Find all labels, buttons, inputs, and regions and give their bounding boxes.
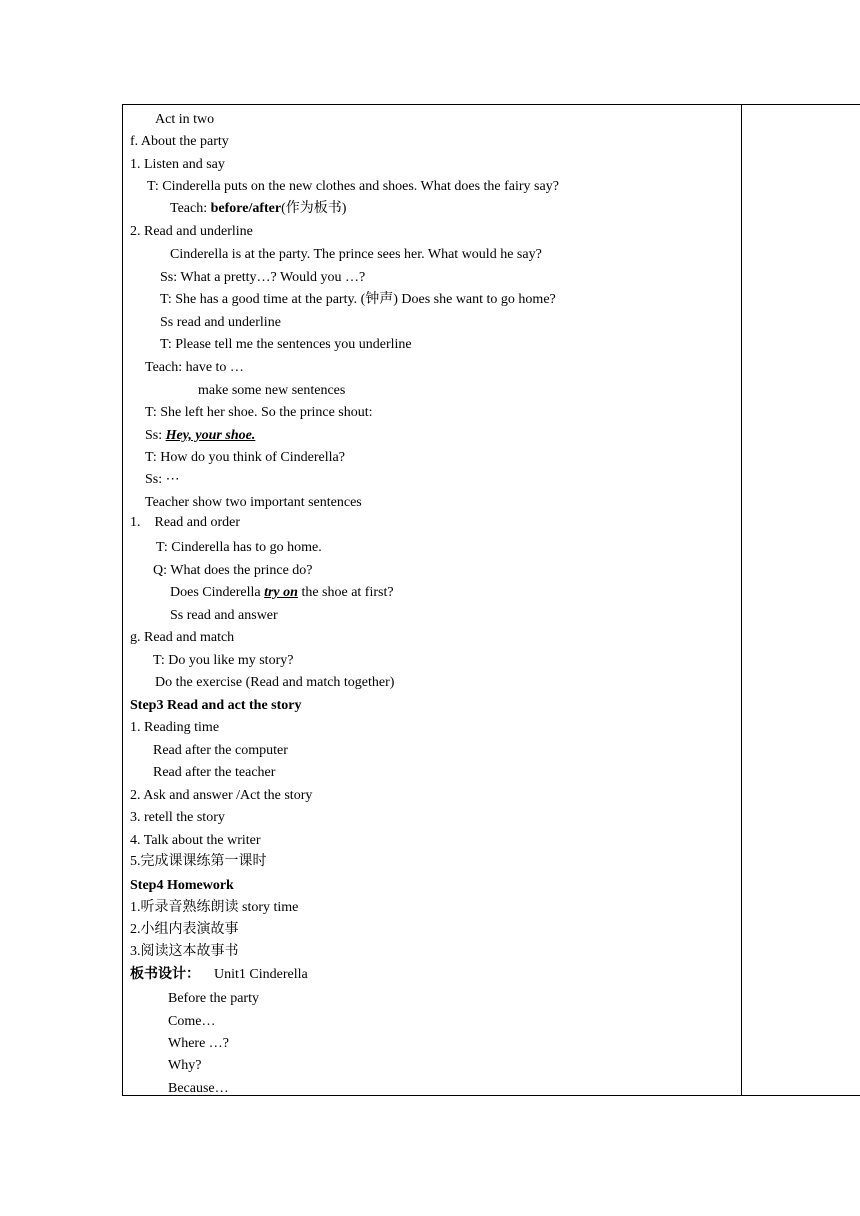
line-text: Q: What does the prince do? <box>153 563 313 578</box>
text-line <box>170 608 278 624</box>
text-line <box>130 900 298 916</box>
line-text: T: Cinderella puts on the new clothes and shoes. What does the fairy say? <box>147 179 559 194</box>
text-line <box>160 337 412 353</box>
line-text: f. About the party <box>130 134 229 149</box>
line-text: T: Cinderella has to go home. <box>156 540 322 555</box>
column-divider <box>741 104 742 1096</box>
line-prefix: Ss: <box>145 428 166 443</box>
line-text: Ss: ⋯ <box>145 472 180 487</box>
text-line <box>170 585 394 601</box>
text-line <box>145 360 244 376</box>
emphasized-text: Hey, your shoe. <box>165 428 256 443</box>
line-text: Come… <box>168 1014 216 1029</box>
line-text: T: Do you like my story? <box>153 653 294 668</box>
line-text: 1. Reading time <box>130 720 220 735</box>
line-text: 1. Read and order <box>130 515 241 530</box>
text-line <box>168 1014 215 1030</box>
line-text: 1. Listen and say <box>130 157 225 172</box>
text-line <box>130 134 229 150</box>
text-line <box>170 247 542 263</box>
line-text: Because… <box>168 1081 229 1096</box>
line-text: Cinderella is at the party. The prince sees her. What would he say? <box>170 247 542 262</box>
line-text: 2.小组内表演故事 <box>130 922 239 937</box>
text-line <box>155 675 394 691</box>
text-line <box>153 563 313 579</box>
bold-text: 板书设计： <box>130 967 200 982</box>
line-text: Ss read and underline <box>160 315 281 330</box>
line-text: 3. retell the story <box>130 810 225 825</box>
text-line <box>145 472 180 488</box>
line-text: Do the exercise (Read and match together) <box>155 675 395 690</box>
text-line <box>130 630 234 646</box>
line-text: 2. Ask and answer /Act the story <box>130 788 313 803</box>
text-line <box>153 653 293 669</box>
line-text: Read after the teacher <box>153 765 276 780</box>
bold-text: before/after <box>210 201 282 216</box>
text-line <box>153 765 275 781</box>
line-text: g. Read and match <box>130 630 235 645</box>
line-text: Ss: What a pretty…? Would you …? <box>160 270 366 285</box>
line-text: Before the party <box>168 991 259 1006</box>
line-text: 5.完成课课练第一课时 <box>130 854 267 869</box>
text-line <box>145 450 345 466</box>
text-line <box>160 270 365 286</box>
text-line <box>198 383 345 399</box>
text-line <box>130 224 253 240</box>
text-line <box>130 515 240 531</box>
line-text: Teacher show two important sentences <box>145 495 362 510</box>
text-line <box>170 201 346 217</box>
text-line <box>168 1081 229 1097</box>
line-suffix: (作为板书) <box>281 201 347 216</box>
line-text: make some new sentences <box>198 383 346 398</box>
bold-text: Step3 Read and act the story <box>130 698 302 713</box>
text-line <box>168 991 259 1007</box>
text-line <box>130 833 261 849</box>
line-text: T: She has a good time at the party. (钟声) Does she want to go home? <box>160 292 556 307</box>
text-line <box>130 854 267 870</box>
line-text: Why? <box>168 1058 202 1073</box>
bold-text: Step4 Homework <box>130 878 234 893</box>
text-line <box>155 112 214 128</box>
line-text: Teach: have to … <box>145 360 244 375</box>
text-line <box>130 788 312 804</box>
line-suffix: Unit1 Cinderella <box>200 967 308 982</box>
line-text: T: Please tell me the sentences you underline <box>160 337 412 352</box>
text-line <box>130 878 234 894</box>
text-line <box>130 922 239 938</box>
text-line <box>168 1058 201 1074</box>
emphasized-text: try on <box>264 585 298 600</box>
text-line <box>145 495 362 511</box>
text-line <box>130 720 219 736</box>
text-line <box>130 810 225 826</box>
line-prefix: Teach: <box>170 201 211 216</box>
text-line <box>130 944 239 960</box>
text-line <box>130 967 308 983</box>
text-line <box>130 698 302 714</box>
text-line <box>160 315 281 331</box>
text-line <box>168 1036 229 1052</box>
line-text: 1.听录音熟练朗读 story time <box>130 900 299 915</box>
text-line <box>145 428 255 444</box>
line-text: T: How do you think of Cinderella? <box>145 450 345 465</box>
text-line <box>147 179 559 195</box>
line-text: Ss read and answer <box>170 608 278 623</box>
line-text: Read after the computer <box>153 743 288 758</box>
line-text: Act in two <box>155 112 215 127</box>
line-text: 3.阅读这本故事书 <box>130 944 239 959</box>
line-text: 4. Talk about the writer <box>130 833 261 848</box>
text-line <box>160 292 556 308</box>
text-line <box>153 743 288 759</box>
line-suffix: the shoe at first? <box>297 585 394 600</box>
line-text: Where …? <box>168 1036 230 1051</box>
text-line <box>130 157 225 173</box>
line-text: 2. Read and underline <box>130 224 253 239</box>
line-prefix: Does Cinderella <box>170 585 265 600</box>
line-text: T: She left her shoe. So the prince shout: <box>145 405 373 420</box>
text-line <box>145 405 373 421</box>
text-line <box>156 540 322 556</box>
